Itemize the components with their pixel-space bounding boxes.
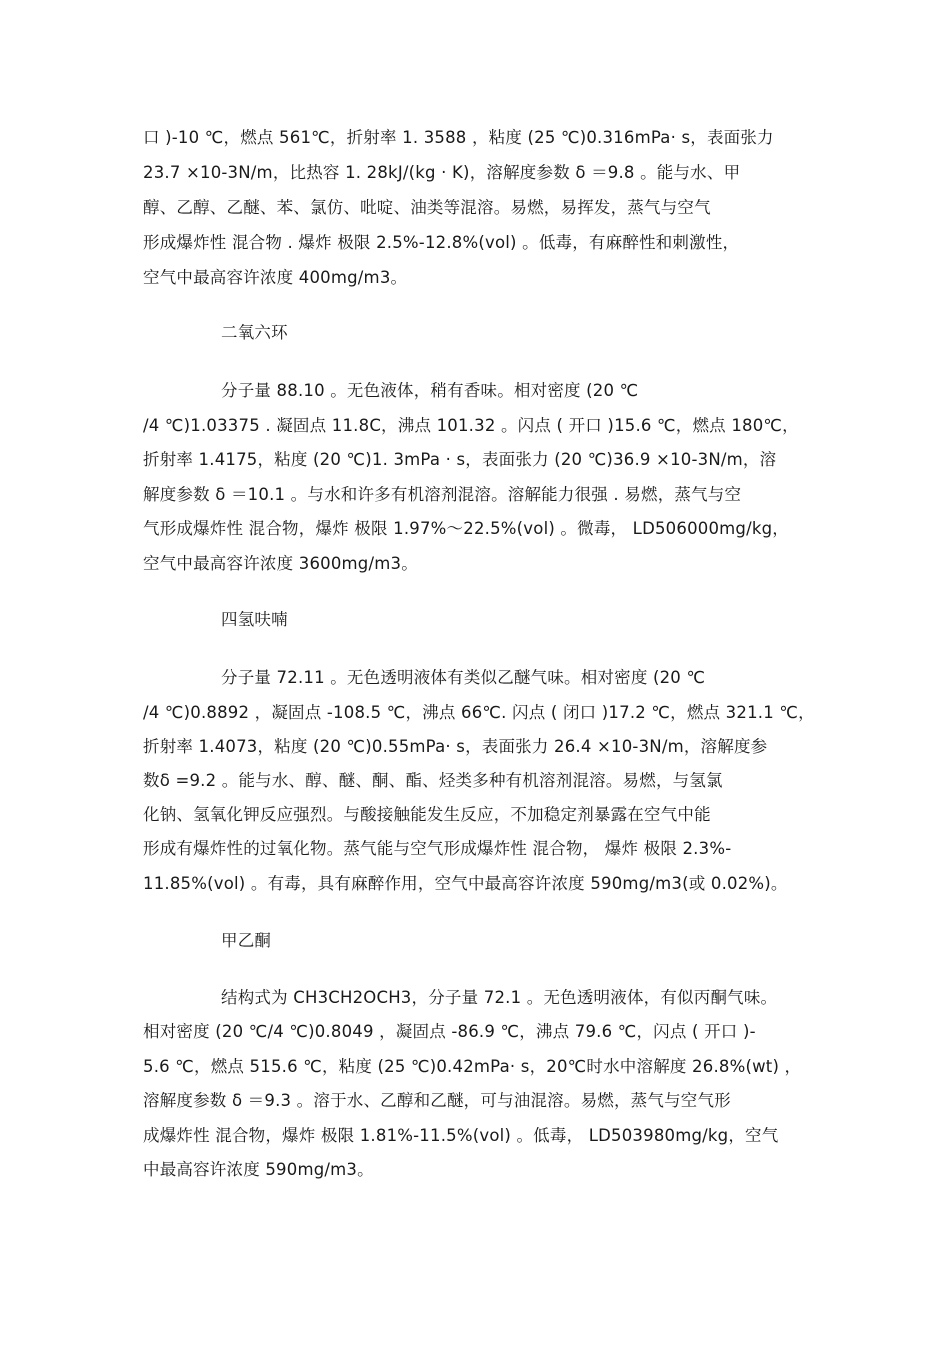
text-line: 气形成爆炸性 混合物，爆炸 极限 1.97%～22.5%(vol) 。微毒， LD506000mg/kg， [143,519,789,538]
text-line: 分子量 88.10 。无色液体，稍有香味。相对密度 (20 ℃ [221,381,639,400]
text-line: 形成爆炸性 混合物 . 爆炸 极限 2.5%-12.8%(vol) 。低毒，有麻醉性和刺激性， [143,233,740,252]
text-line: 23.7 ×10-3N/m，比热容 1. 28kJ/(kg · K)，溶解度参数 δ ＝9.8 。能与水、甲 [143,163,741,182]
text-line: 中最高容许浓度 590mg/m3。 [143,1160,374,1179]
text-line: /4 ℃)1.03375 . 凝固点 11.8C，沸点 101.32 。闪点 ( 开口 )15.6 ℃，燃点 180℃， [143,416,799,435]
text-line: /4 ℃)0.8892 ，凝固点 -108.5 ℃，沸点 66℃. 闪点 ( 闭口 )17.2 ℃，燃点 321.1 ℃， [143,703,815,722]
text-line: 溶解度参数 δ ＝9.3 。溶于水、乙醇和乙醚，可与油混溶。易燃，蒸气与空气形 [143,1091,731,1110]
text-line: 醇、乙醇、乙醚、苯、氯仿、吡啶、油类等混溶。易燃，易挥发，蒸气与空气 [143,198,711,217]
section-title: 四氢呋喃 [221,610,288,629]
text-line: 解度参数 δ ＝10.1 。与水和许多有机溶剂混溶。溶解能力很强 . 易燃，蒸气与空 [143,485,742,504]
text-line: 折射率 1.4073，粘度 (20 ℃)0.55mPa· s，表面张力 26.4 ×10-3N/m，溶解度参 [143,737,768,756]
text-line: 结构式为 CH3CH2OCH3，分子量 72.1 。无色透明液体，有似丙酮气味。 [221,988,778,1007]
text-line: 成爆炸性 混合物，爆炸 极限 1.81%-11.5%(vol) 。低毒， LD503980mg/kg，空气 [143,1126,779,1145]
text-line: 5.6 ℃，燃点 515.6 ℃，粘度 (25 ℃)0.42mPa· s，20℃时水中溶解度 26.8%(wt) ， [143,1057,802,1076]
text-line: 形成有爆炸性的过氧化物。蒸气能与空气形成爆炸性 混合物， 爆炸 极限 2.3%- [143,839,732,858]
text-line: 口 )-10 ℃，燃点 561℃，折射率 1. 3588 ，粘度 (25 ℃)0.316mPa· s，表面张力 [143,128,774,147]
section-title: 二氧六环 [221,323,288,342]
text-line: 空气中最高容许浓度 3600mg/m3。 [143,554,418,573]
text-line: 空气中最高容许浓度 400mg/m3。 [143,268,408,287]
text-line: 分子量 72.11 。无色透明液体有类似乙醚气味。相对密度 (20 ℃ [221,668,706,687]
text-line: 数δ =9.2 。能与水、醇、醚、酮、酯、烃类多种有机溶剂混溶。易燃，与氢氯 [143,771,723,790]
text-line: 11.85%(vol) 。有毒，具有麻醉作用，空气中最高容许浓度 590mg/m3(或 0.02%)。 [143,874,788,893]
text-line: 相对密度 (20 ℃/4 ℃)0.8049 ，凝固点 -86.9 ℃，沸点 79.6 ℃，闪点 ( 开口 )- [143,1022,756,1041]
text-line: 折射率 1.4175，粘度 (20 ℃)1. 3mPa · s，表面张力 (20 ℃)36.9 ×10-3N/m，溶 [143,450,777,469]
text-line: 化钠、氢氧化钾反应强烈。与酸接触能发生反应，不加稳定剂暴露在空气中能 [143,805,711,824]
section-title: 甲乙酮 [221,931,272,950]
